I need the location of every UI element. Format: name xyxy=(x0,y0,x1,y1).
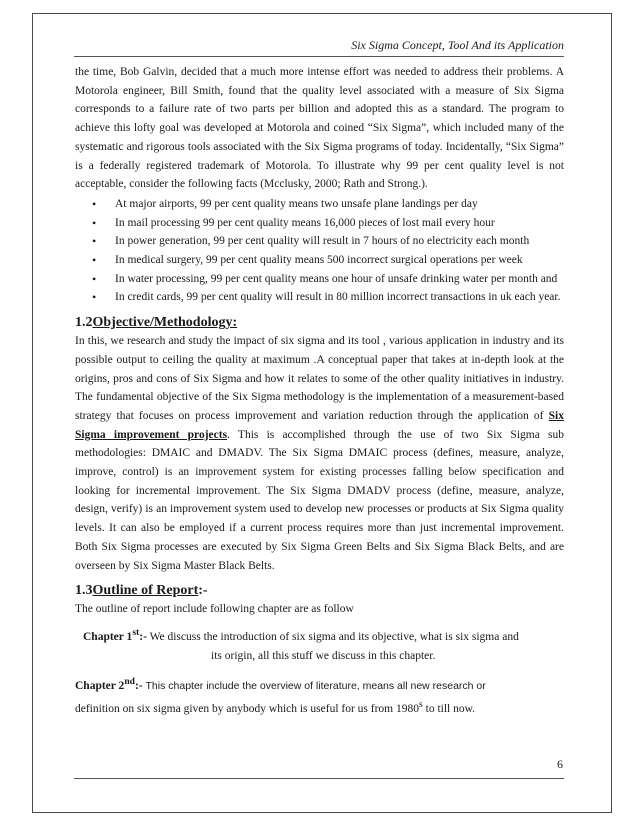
chapter-2-entry xyxy=(75,673,564,718)
chapter-2-text-end: to till now. xyxy=(425,702,476,715)
objective-paragraph xyxy=(75,332,564,575)
objective-text: In this, we research and study the impact of six sigma and its tool , various application in industry and its possible output to ceiling the quality at maximum .A conceptual paper that takes at in-depth look at the origins, pros and cons of Six Sigma and how it relates to some of the other quality initiatives in industry. The fundamental objective of the Six Sigma methodology is the implementation of a measurement-based strategy that focuses on process improvement and variation reduction through the application of xyxy=(75,335,564,422)
section-title-suffix: :- xyxy=(198,583,208,599)
page-content xyxy=(75,63,564,718)
fact-item: • In credit cards, 99 per cent quality will result in 80 million incorrect transactions in uk each year. xyxy=(75,288,564,307)
facts-list xyxy=(75,195,564,307)
running-header: Six Sigma Concept, Tool And its Application xyxy=(351,38,564,52)
chapter-2-text: This chapter include the overview of literature, means all new research or xyxy=(145,680,486,693)
chapter-2-label: Chapter 2nd:- xyxy=(75,676,143,693)
chapter-2-text-continued: definition on six sigma given by anybody which is useful for us from 1980 xyxy=(75,702,420,715)
section-number: 1.2 xyxy=(75,315,93,331)
section-number: 1.3 xyxy=(75,583,93,599)
fact-item: • At major airports, 99 per cent quality means two unsafe plane landings per day xyxy=(75,195,564,214)
section-heading-outline xyxy=(75,582,564,600)
fact-item: • In power generation, 99 per cent quality will result in 7 hours of no electricity each month xyxy=(75,232,564,251)
chapter-1-text: We discuss the introduction of six sigma and its objective, what is six sigma and xyxy=(149,630,519,643)
intro-paragraph: the time, Bob Galvin, decided that a much more intense effort was needed to address their problems. A Motorola engineer, Bill Smith, found that the quality level associated with a measure of Six Sigma corresponds to a failure rate of two parts per billion and adopted this as a standard. The program to achieve this lofty goal was developed at Motorola and coined “Six Sigma”, which included many of the systematic and rigorous tools associated with the Six Sigma programs of today. Incidentally, “Six Sigma” is a federally registered trademark of Motorola. To illustrate why 99 per cent quality level is not acceptable, consider the following facts (Mcclusky, 2000; Rath and Strong.). xyxy=(75,66,564,191)
footer-rule xyxy=(74,778,564,779)
six-sigma-projects-link[interactable]: Six Sigma improvement projects xyxy=(75,409,564,441)
section-title: Objective/Methodology: xyxy=(92,315,238,331)
superscript-s: s xyxy=(419,698,423,710)
chapter-1-label: Chapter 1st:- xyxy=(83,626,147,643)
section-heading-objective xyxy=(75,314,564,332)
fact-item: • In water processing, 99 per cent quality means one hour of unsafe drinking water per month and xyxy=(75,270,564,289)
fact-item: • In mail processing 99 per cent quality means 16,000 pieces of lost mail every hour xyxy=(75,214,564,233)
chapter-1-text-continued: its origin, all this stuff we discuss in this chapter. xyxy=(211,649,436,662)
objective-text-continued: . This is accomplished through the use of two Six Sigma sub methodologies: DMAIC and DMADV. The Six Sigma DMAIC process (defines, measure, analyze, improve, control) is an improvement system for existing processes falling below specification and looking for incremental improvement. The Six Sigma DMADV process (define, measure, analyze, design, verify) is an improvement system used to develop new processes or products at Six Sigma quality levels. It can also be employed if a current process requires more than just incremental improvement. Both Six Sigma processes are executed by Six Sigma Green Belts and Six Sigma Black Belts, and are overseen by Six Sigma Master Black Belts. xyxy=(75,428,564,572)
chapter-1-entry xyxy=(75,624,564,665)
section-title: Outline of Report xyxy=(92,583,199,599)
outline-intro: The outline of report include following chapter are as follow xyxy=(75,603,354,616)
page-number: 6 xyxy=(557,757,563,771)
fact-item: • In medical surgery, 99 per cent quality means 500 incorrect surgical operations per week xyxy=(75,251,564,270)
header-rule xyxy=(74,56,564,57)
